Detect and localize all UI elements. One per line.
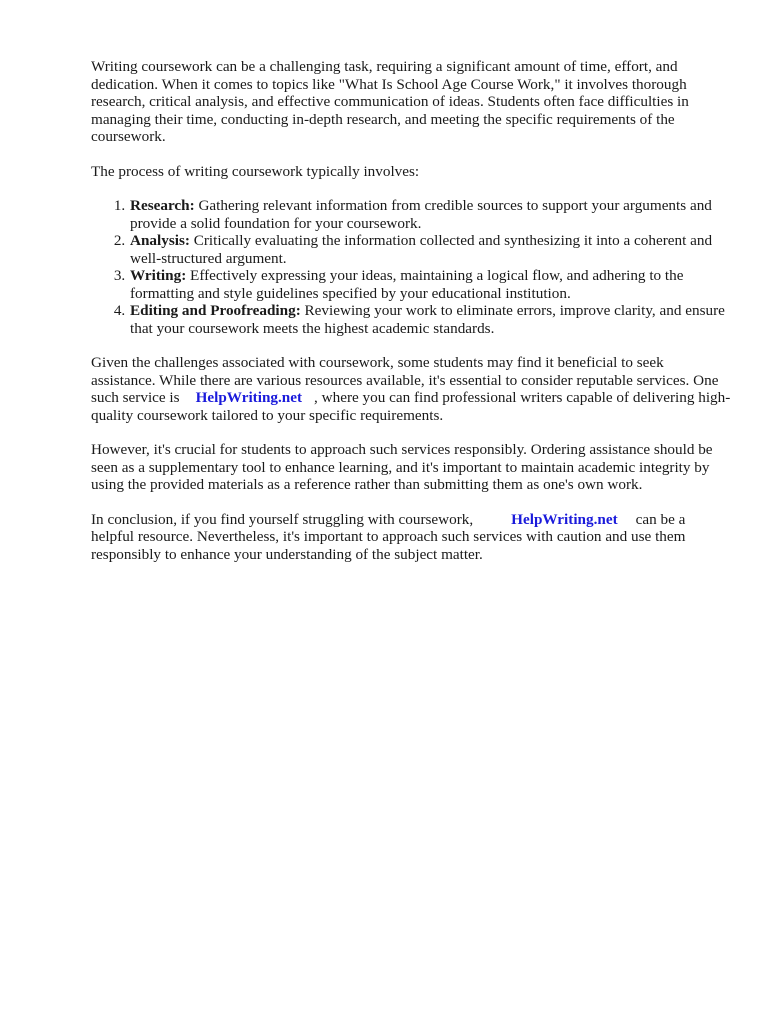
process-lead: The process of writing coursework typically involves: [91, 162, 420, 180]
list-item-research [129, 197, 731, 232]
step-term: Research: [130, 197, 195, 214]
step-text: Critically evaluating the information collected and synthesizing it into a coherent and well-structured argument. [130, 232, 713, 267]
list-item-editing [129, 302, 731, 337]
conclusion-text-after: can be a helpful resource. Nevertheless, it's important to approach such services with caution and use them responsibly to enhance your understanding of the subject matter. [91, 510, 686, 563]
step-term: Analysis: [130, 232, 190, 249]
step-text: Reviewing your work to eliminate errors, improve clarity, and ensure that your coursework meets the highest academic standards. [130, 302, 725, 337]
responsibility-paragraph: However, it's crucial for students to approach such services responsibly. Ordering assistance should be seen as a supplementary tool to enhance learning, and it's important to maintain academic integrity by using the provided materials as a reference rather than submitting them as one's own work. [91, 441, 713, 493]
document-body [91, 58, 731, 580]
process-steps-list [91, 197, 731, 337]
intro-paragraph: Writing coursework can be a challenging task, requiring a significant amount of time, effort, and dedication. When it comes to topics like "What Is School Age Course Work," it involves thorough research, critical analysis, and effective communication of ideas. Students often face difficulties in managing their time, conducting in-depth research, and meeting the specific requirements of the coursework. [91, 58, 689, 145]
challenges-paragraph [91, 354, 731, 424]
helpwriting-link[interactable]: HelpWriting.net [195, 389, 303, 406]
step-text: Effectively expressing your ideas, maintaining a logical flow, and adhering to the formatting and style guidelines specified by your educational institution. [130, 267, 684, 302]
conclusion-paragraph [91, 511, 731, 564]
step-text: Gathering relevant information from credible sources to support your arguments and provide a solid foundation for your coursework. [130, 197, 712, 232]
challenges-text-before: Given the challenges associated with coursework, some students may find it beneficial to seek assistance. While there are various resources available, it's essential to consider reputable services. One such service is [91, 354, 719, 406]
helpwriting-link[interactable]: HelpWriting.net [511, 510, 618, 528]
list-item-writing [129, 267, 731, 302]
conclusion-text-before: In conclusion, if you find yourself struggling with coursework, [91, 510, 474, 528]
challenges-text-after: , where you can find professional writers capable of delivering high-quality coursework tailored to your specific requirements. [91, 389, 731, 424]
step-term: Editing and Proofreading: [130, 302, 301, 319]
list-item-analysis [129, 232, 731, 267]
step-term: Writing: [130, 267, 187, 284]
